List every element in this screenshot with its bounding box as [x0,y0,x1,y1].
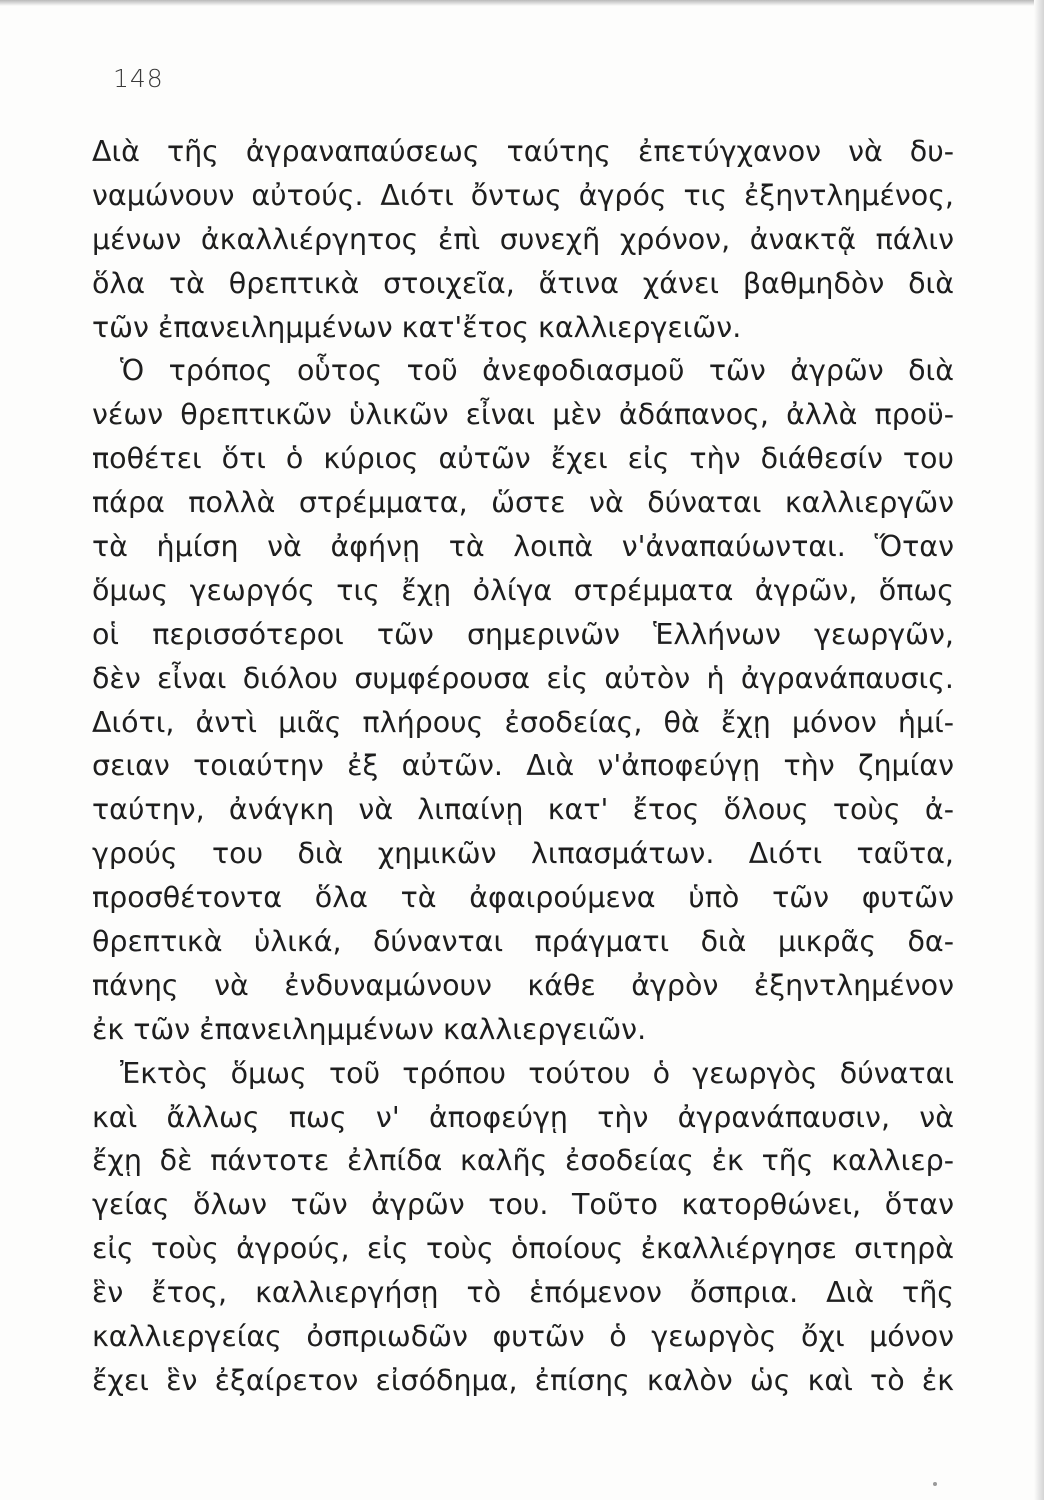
text-line: καὶ ἄλλως πως ν' ἀποφεύγῃ τὴν ἀγρανάπαυσιν, νὰ [92,1100,954,1134]
text-line: τῶν ἐπανειλημμένων κατ'ἔτος καλλιεργειῶν. [92,310,742,344]
text-line: εἰς τοὺς ἀγρούς, εἰς τοὺς ὁποίους ἐκαλλιέργησε σιτηρὰ [92,1232,954,1266]
text-line: προσθέτοντα ὅλα τὰ ἀφαιρούμενα ὑπὸ τῶν φυτῶν [92,881,954,915]
text-line: γρούς του διὰ χημικῶν λιπασμάτων. Διότι ταῦτα, [92,837,954,871]
text-line: ἔχῃ δὲ πάντοτε ἐλπίδα καλῆς ἐσοδείας ἐκ τῆς καλλιερ- [92,1144,954,1178]
text-line: Ἐκτὸς ὅμως τοῦ τρόπου τούτου ὁ γεωργὸς δύναται [120,1056,954,1090]
text-line: μένων ἀκαλλιέργητος ἐπὶ συνεχῆ χρόνον, ἀνακτᾷ πάλιν [92,222,954,256]
text-line: ταύτην, ἀνάγκη νὰ λιπαίνῃ κατ' ἔτος ὅλους τοὺς ἀ- [92,793,954,827]
text-line: Ὁ τρόπος οὗτος τοῦ ἀνεφοδιασμοῦ τῶν ἀγρῶν διὰ [120,354,954,388]
text-line: ποθέτει ὅτι ὁ κύριος αὐτῶν ἔχει εἰς τὴν διάθεσίν του [92,442,954,476]
text-line: ὅλα τὰ θρεπτικὰ στοιχεῖα, ἅτινα χάνει βαθμηδὸν διὰ [92,266,954,300]
text-line: ἐκ τῶν ἐπανειλημμένων καλλιεργειῶν. [92,1012,647,1046]
text-line: νέων θρεπτικῶν ὑλικῶν εἶναι μὲν ἀδάπανος, ἀλλὰ προϋ- [92,398,954,432]
text-line: ὅμως γεωργός τις ἔχῃ ὀλίγα στρέμματα ἀγρῶν, ὅπως [92,573,954,607]
text-line: Διότι, ἀντὶ μιᾶς πλήρους ἐσοδείας, θὰ ἔχῃ μόνον ἡμί- [92,705,954,739]
text-line: πάνης νὰ ἐνδυναμώνουν κάθε ἀγρὸν ἐξηντλημένον [92,968,954,1002]
text-line: ἔχει ἓν ἐξαίρετον εἰσόδημα, ἐπίσης καλὸν ὡς καὶ τὸ ἐκ [92,1363,954,1397]
text-line: γείας ὅλων τῶν ἀγρῶν του. Τοῦτο κατορθώνει, ὅταν [92,1188,954,1222]
text-line: δὲν εἶναι διόλου συμφέρουσα εἰς αὐτὸν ἡ ἀγρανάπαυσις. [92,661,954,695]
page-number: 148 [113,64,164,93]
text-line: ἓν ἔτος, καλλιεργήσῃ τὸ ἑπόμενον ὄσπρια. Διὰ τῆς [92,1276,954,1310]
text-line: Διὰ τῆς ἀγραναπαύσεως ταύτης ἐπετύγχανον νὰ δυ- [92,135,954,168]
page-right-shadow [1034,0,1044,1500]
text-line: πάρα πολλὰ στρέμματα, ὥστε νὰ δύναται καλλιεργῶν [92,486,954,520]
text-line: καλλιεργείας ὀσπριωδῶν φυτῶν ὁ γεωργὸς ὄχι μόνον [92,1320,954,1354]
text-line: ναμώνουν αὐτούς. Διότι ὄντως ἀγρός τις ἐξηντλημένος, [92,178,954,212]
text-line: τὰ ἡμίση νὰ ἀφήνῃ τὰ λοιπὰ ν'ἀναπαύωνται. Ὅταν [92,530,954,564]
text-line: σειαν τοιαύτην ἐξ αὐτῶν. Διὰ ν'ἀποφεύγῃ τὴν ζημίαν [92,749,954,783]
text-line: οἱ περισσότεροι τῶν σημερινῶν Ἑλλήνων γεωργῶν, [92,617,954,651]
scan-speck [933,1482,937,1486]
body-text [92,130,954,1403]
text-line: θρεπτικὰ ὑλικά, δύνανται πράγματι διὰ μικρᾶς δα- [92,925,954,959]
page-top-shadow [0,0,1044,6]
